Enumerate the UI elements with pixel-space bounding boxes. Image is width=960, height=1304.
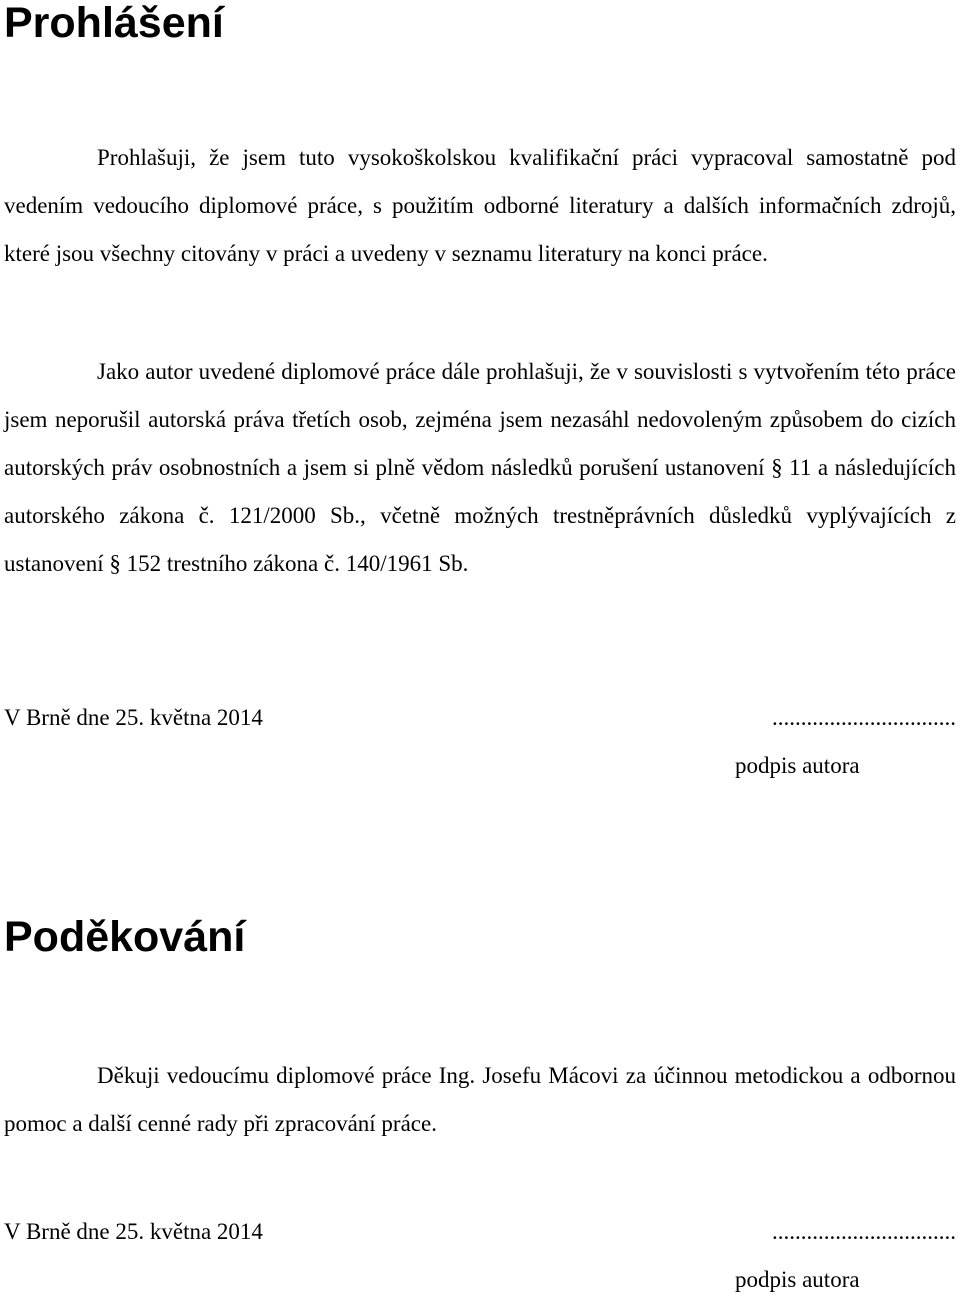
declaration-paragraph-1-text: Prohlašuji, že jsem tuto vysokoškolskou kvalifikační práci vypracoval samostatně pod vedením vedoucího diplomové práce, s použitím odborné literatury a dalších informačních zdrojů, které jsou všechny citovány v práci a uvedeny v seznamu literatury na konci práce.	[4, 145, 956, 266]
acknowledgement-paragraph-text: Děkuji vedoucímu diplomové práce Ing. Josefu Mácovi za účinnou metodickou a odbornou pomoc a další cenné rady při zpracování práce.	[4, 1063, 956, 1136]
acknowledgement-signature-line: ................................	[772, 1219, 956, 1244]
declaration-place-date: V Brně dne 25. května 2014	[4, 705, 263, 730]
heading-prohlaseni: Prohlášení	[4, 0, 224, 47]
acknowledgement-place-date: V Brně dne 25. května 2014	[4, 1219, 263, 1244]
declaration-paragraph-2-text: Jako autor uvedené diplomové práce dále prohlašuji, že v souvislosti s vytvořením této práce jsem neporušil autorská práva třetích osob, zejména jsem nezasáhl nedovoleným způsobem do cizích autorských práv osobnostních a jsem si plně vědom následků porušení ustanovení § 11 a následujících autorského zákona č. 121/2000 Sb., včetně možných trestněprávních důsledků vyplývajících z ustanovení § 152 trestního zákona č. 140/1961 Sb.	[4, 359, 956, 576]
declaration-paragraph-1	[4, 134, 956, 278]
declaration-paragraph-2	[4, 348, 956, 588]
heading-podekovani: Poděkování	[4, 913, 246, 961]
declaration-signature-line: ................................	[772, 705, 956, 730]
acknowledgement-paragraph	[4, 1052, 956, 1148]
acknowledgement-signature-label: podpis autora	[735, 1267, 860, 1292]
declaration-signature-label: podpis autora	[735, 753, 860, 778]
